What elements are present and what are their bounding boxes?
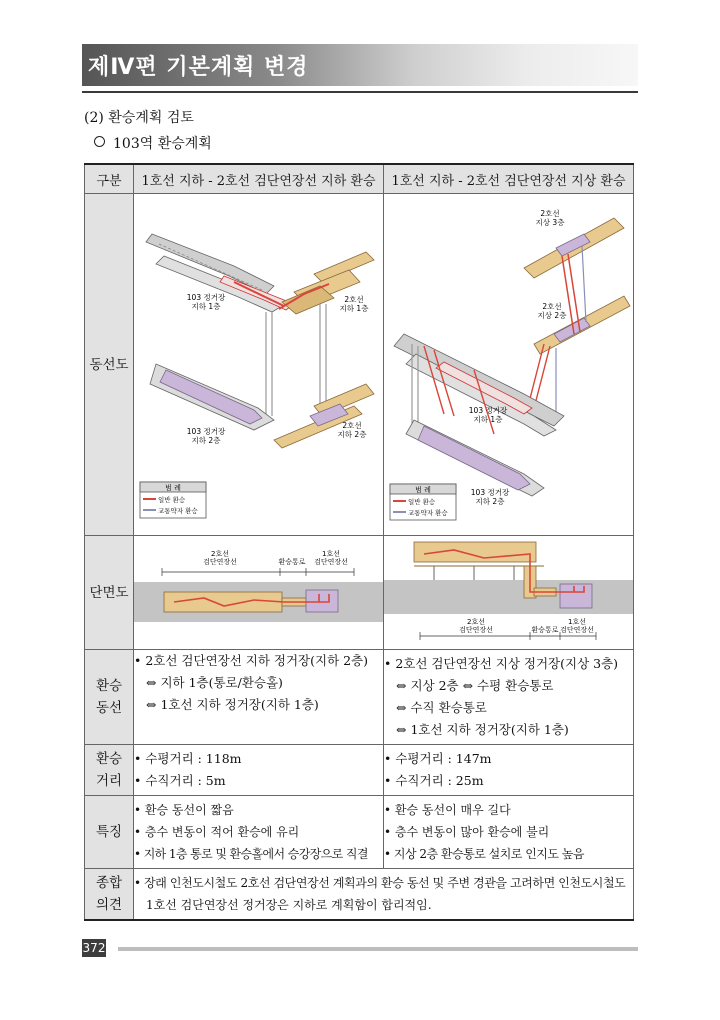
- right-label-2-g2-b: 지상 2층: [537, 311, 567, 320]
- left-1line-box: [306, 590, 338, 612]
- header-underground-transfer: 1호선 지하 - 2호선 검단연장선 지하 환승: [134, 164, 384, 194]
- right-label-103-b1-b: 지하 1층: [473, 415, 503, 424]
- opinion-label-1: 종합: [95, 875, 123, 891]
- left-dim-c-1: 1호선: [322, 550, 340, 558]
- right-legend-normal: 일반 환승: [408, 498, 436, 506]
- distance-label-1: 환승: [95, 751, 123, 767]
- route-left-line-3: ⇔ 1호선 지하 정거장(지하 1층): [146, 697, 319, 712]
- left-legend-mobility: 교통약자 환승: [158, 507, 198, 515]
- right-label-103-b2-b: 지하 2층: [475, 497, 505, 506]
- right-ground-mass: [384, 580, 633, 614]
- flow-diagram-left-svg: [134, 194, 383, 532]
- right-label-103-b2-a: 103 정거장: [470, 488, 510, 497]
- distance-label-2: 거리: [95, 773, 123, 789]
- right-label-103-b1-a: 103 정거장: [468, 406, 508, 415]
- distance-right-horizontal: • 수평거리 : 147m: [384, 751, 492, 766]
- transfer-distance-label: [85, 745, 134, 796]
- right-dim-c-1: 1호선: [568, 618, 586, 626]
- right-legend: [390, 484, 456, 520]
- flow-label: 동선도: [85, 194, 134, 536]
- right-dim-a-1: 2호선: [467, 618, 485, 626]
- left-legend: [140, 482, 206, 518]
- transfer-distance-row: [85, 745, 634, 796]
- right-1line-box: [560, 584, 592, 608]
- route-right-line-1: • 2호선 검단연장선 지상 정거장(지상 3층): [384, 656, 619, 671]
- subsection-title: [94, 133, 212, 153]
- right-label-2-g2-a: 2호선: [542, 302, 562, 311]
- transfer-distance-left: [134, 745, 384, 796]
- right-dim-c-2: 검단연장선: [560, 626, 594, 634]
- header-category: 구분: [85, 164, 134, 194]
- left-label-2-b1-b: 지하 1층: [339, 304, 369, 313]
- transfer-route-right: [384, 650, 634, 745]
- header-rule: [82, 91, 638, 93]
- opinion-text: [134, 869, 634, 921]
- section-view-label: 단면도: [85, 536, 134, 650]
- left-label-103-b2-b: 지하 2층: [191, 436, 221, 445]
- transfer-route-left: [134, 650, 384, 745]
- flow-diagram-right: [384, 194, 634, 536]
- distance-right-vertical: • 수직거리 : 25m: [384, 773, 484, 788]
- right-elevated-2line: [414, 542, 536, 562]
- feature-left-3: • 지하 1층 통로 및 환승홀에서 승강장으로 직결: [134, 847, 368, 861]
- right-label-2-g3-a: 2호선: [540, 209, 560, 218]
- transfer-distance-right: [384, 745, 634, 796]
- transfer-route-row: [85, 650, 634, 745]
- right-2line-ground3: [524, 218, 624, 278]
- right-legend-title: 범 례: [415, 486, 431, 494]
- flow-diagram-row: [85, 194, 634, 536]
- section-view-right-svg: [384, 536, 633, 646]
- transfer-route-label: [85, 650, 134, 745]
- transfer-comparison-table: [84, 163, 634, 921]
- left-2line-box: [164, 592, 282, 612]
- distance-left-horizontal: • 수평거리 : 118m: [134, 751, 242, 766]
- left-lower-platform: [150, 364, 274, 430]
- flow-diagram-left: [134, 194, 384, 536]
- route-right-line-4: ⇔ 1호선 지하 정거장(지하 1층): [396, 722, 569, 737]
- left-label-2-b2-a: 2호선: [342, 421, 362, 430]
- feature-right-2: • 층수 변동이 많아 환승에 불리: [384, 825, 550, 839]
- feature-left-2: • 층수 변동이 적어 환승에 유리: [134, 825, 300, 839]
- right-dim-a-2: 검단연장선: [459, 626, 493, 634]
- flow-diagram-right-svg: [384, 194, 633, 532]
- left-legend-title: 범 례: [165, 484, 181, 492]
- section-view-left-svg: [134, 536, 383, 646]
- right-legend-mobility: 교통약자 환승: [408, 509, 448, 517]
- transfer-route-label-2: 동선: [95, 700, 123, 716]
- right-label-2-g3-b: 지상 3층: [535, 218, 565, 227]
- left-dim-a-1: 2호선: [211, 550, 229, 558]
- feature-row: [85, 796, 634, 869]
- page-header-title: 제Ⅳ편 기본계획 변경: [88, 55, 309, 80]
- route-right-line-2: ⇔ 지상 2층 ⇔ 수평 환승통로: [396, 678, 554, 693]
- left-dim-c-2: 검단연장선: [314, 558, 348, 566]
- feature-left: [134, 796, 384, 869]
- left-label-103-b1-a: 103 정거장: [186, 293, 226, 302]
- feature-label: 특징: [85, 796, 134, 869]
- circle-bullet-icon: [94, 136, 105, 147]
- opinion-row: [85, 869, 634, 921]
- left-label-2-b1-a: 2호선: [344, 295, 364, 304]
- left-legend-normal: 일반 환승: [158, 496, 186, 504]
- feature-right-1: • 환승 동선이 매우 길다: [384, 803, 511, 817]
- header-ground-transfer: 1호선 지하 - 2호선 검단연장선 지상 환승: [384, 164, 634, 194]
- feature-right-3: • 지상 2층 환승통로 설치로 인지도 높음: [384, 847, 584, 861]
- right-dim-b: 환승통로: [531, 626, 559, 634]
- distance-left-vertical: • 수직거리 : 5m: [134, 773, 226, 788]
- opinion-label-2: 의견: [95, 897, 123, 913]
- table-header-row: [85, 164, 634, 194]
- route-left-line-1: • 2호선 검단연장선 지하 정거장(지하 2층): [134, 653, 369, 668]
- section-view-right: [384, 536, 634, 650]
- route-left-line-2: ⇔ 지하 1층(통로/환승홀): [146, 675, 283, 690]
- opinion-line-2: 1호선 검단연장선 정거장은 지하로 계획함이 합리적임.: [146, 898, 432, 912]
- left-label-2-b2-b: 지하 2층: [337, 430, 367, 439]
- transfer-route-label-1: 환승: [95, 678, 123, 694]
- section-title: (2) 환승계획 검토: [84, 110, 194, 126]
- left-label-103-b1-b: 지하 1층: [191, 302, 221, 311]
- opinion-line-1: • 장래 인천도시철도 2호선 검단연장선 계획과의 환승 동선 및 주변 경관을 고려하면 인천도시철도: [134, 876, 626, 890]
- left-label-103-b2-a: 103 정거장: [186, 427, 226, 436]
- feature-right: [384, 796, 634, 869]
- section-view-left: [134, 536, 384, 650]
- subsection-text: 103역 환승계획: [113, 136, 212, 152]
- route-right-line-3: ⇔ 수직 환승통로: [396, 700, 487, 715]
- opinion-label: [85, 869, 134, 921]
- left-dim-b: 환승통로: [278, 558, 306, 566]
- left-dim-a-2: 검단연장선: [203, 558, 237, 566]
- footer-rule: [118, 947, 638, 951]
- page-number: 372: [82, 941, 106, 955]
- feature-left-1: • 환승 동선이 짧음: [134, 803, 234, 817]
- section-view-row: [85, 536, 634, 650]
